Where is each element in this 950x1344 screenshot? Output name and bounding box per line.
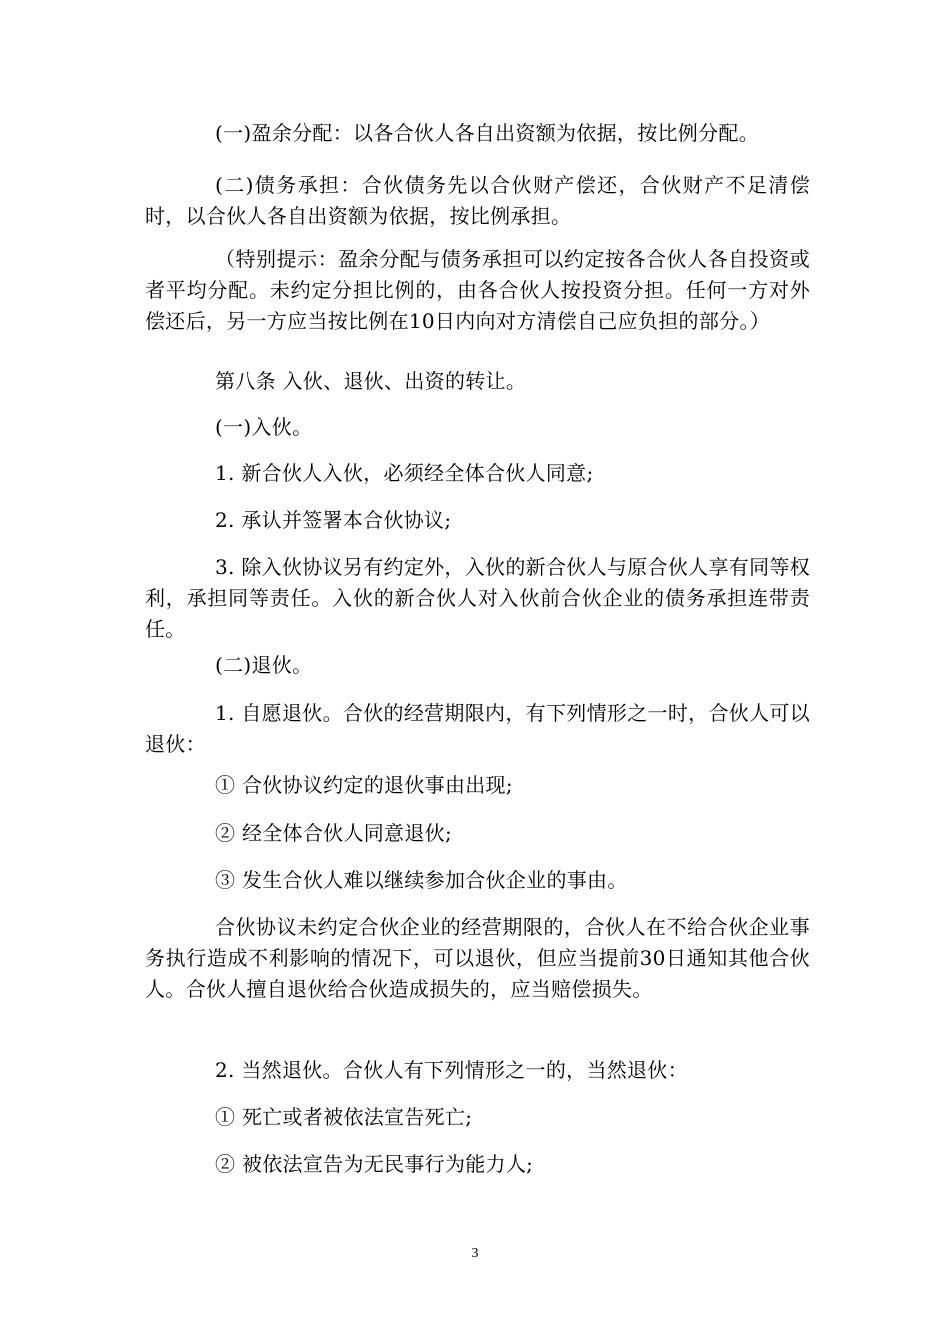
list-item: 2. 承认并签署本合伙协议; [215,508,452,532]
article-heading: 第八条 入伙、退伙、出资的转让。 [215,369,527,393]
list-item: 2. 当然退伙。合伙人有下列情形之一的，当然退伙： [215,1058,688,1082]
section-heading-admission: (一)入伙。 [215,415,313,439]
list-item: ① 死亡或者被依法宣告死亡; [215,1105,473,1129]
paragraph-debt-bearing: (二)债务承担：合伙债务先以合伙财产偿还，合伙财产不足清偿时，以合伙人各自出资额为依据，按比例承担。 [145,173,810,228]
paragraph-special-note: （特别提示：盈余分配与债务承担可以约定按各合伙人各自投资或者平均分配。未约定分担比例的，由各合伙人按投资分担。任何一方对外偿还后，另一方应当按比例在10日内向对方清偿自己应负担的部分。） [145,247,810,333]
list-item: ① 合伙协议约定的退伙事由出现; [215,773,513,797]
list-item: 1. 新合伙人入伙，必须经全体合伙人同意; [215,461,594,485]
list-item: ② 经全体合伙人同意退伙; [215,821,452,845]
page-number: 3 [471,1246,479,1261]
paragraph-unspecified-term: 合伙协议未约定合伙企业的经营期限的，合伙人在不给合伙企业事务执行造成不利影响的情况下，可以退伙，但应当提前30日通知其他合伙人。合伙人擅自退伙给合伙造成损失的，应当赔偿损失。 [145,915,810,1001]
section-heading-withdrawal: (二)退伙。 [215,653,313,677]
paragraph-profit-distribution: (一)盈余分配：以各合伙人各自出资额为依据，按比例分配。 [215,121,760,145]
list-item: ② 被依法宣告为无民事行为能力人; [215,1152,534,1176]
list-item: 1. 自愿退伙。合伙的经营期限内，有下列情形之一时，合伙人可以退伙： [145,701,810,756]
list-item: 3. 除入伙协议另有约定外，入伙的新合伙人与原合伙人享有同等权利，承担同等责任。入伙的新合伙人对入伙前合伙企业的债务承担连带责任。 [145,555,810,641]
list-item: ③ 发生合伙人难以继续参加合伙企业的事由。 [215,868,628,892]
